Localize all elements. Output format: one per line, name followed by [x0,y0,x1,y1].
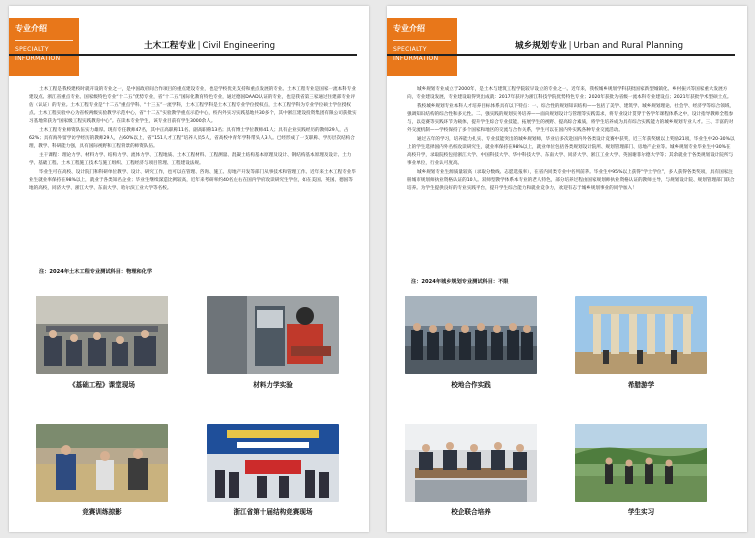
urban-rural-planning-page [387,6,747,532]
paragraph: 毕业生可在高校、设计院门和科研单位教学、设计、研究工作，也可以在管理、咨询、施工、房地产开发等部门从事技术和管理工作。近年来土木工程专业毕业生就业率保持在98%以上，就业于各类知名企业；毕业生继续深造比例较高，近年来考研率约40名左右在国内学府攻读研究生学位，如在美国、英国、德国等地的高校，同济大学、浙江大学、东南大学、哈尔滨工业大学等名校。 [29,170,356,191]
page-title [144,39,275,51]
paragraph: 我校城乡规划专业本科人才培养目标体系具有以下特点：一、综合性的规划知识结构——包括了美学、建筑学、城乡规划理论、社会学、经济学等综合领域，强调知识结构的综合性和多元性。二、强实践的规划实务培养——面向规划设计与管理等实践需求，将专业设计贯穿于各学年课程体系之中，设计指导教师全程参与，以竞赛等实践环节为载体，提升学生综合专业技能，拓展学生的视野、提高综合素质，将学生培养成为具有综合实践能力的城乡规划专业人才。三、丰富的对外交流机制——学校保持了多个国家和地区的交流与合作关系，学生可以在国内外实践各种专业交流活动。 [407,104,734,133]
photo-classroom [36,296,168,374]
badge-subtitle-1: SPECIALTY [15,46,49,53]
title-separator: | [197,41,201,51]
title-en: Urban and Rural Planning [573,41,684,51]
badge-title: 专业介绍 [393,23,451,41]
title-separator: | [568,41,572,51]
photo-caption: 竞赛训练掠影 [82,508,122,516]
photo-caption: 校企联合培养 [451,508,491,516]
photo-materials-lab [207,296,339,374]
paragraph: 通过五年的学习，培养能力扎实、专业技能突出的城乡规划师，毕业后多次赴国内外各类设计竞赛中获奖，近三年获奖级以上奖励21项，毕业生中20-30%以上的学生选择国内外名校攻读研究生，就业率保持在98%以上，就业单位包括各类规划设计院所、规划管理部门、房地产企业等。城乡规划专业毕业生中30%在高校升学，录取院校包括浙江大学、中国科技大学、华中科技大学、东南大学、同济大学、浙江工业大学、英国谢菲尔德大学等；其余就业于各类规划设计院所与事业单位，行业认可度高。 [407,137,735,166]
specialty-badge [387,18,457,76]
paragraph: 城乡规划专业生源质量较高（录取分数线、志愿选报率），在省内同类专业中名列前茅。毕业生中95%以上获得“学士学位”，多人获得各类奖项，具有国家注册城市规划师执业资格认证的10人。双师型教学体系本专业的老人特色，部分培养过程由国家规划师执业资格认证的教师主导，与规划设计院、规划管理部门联合培养。为学生提供良好的专业实践平台，提升学生综合能力和就业竞争力，欢迎有志于城乡规划事业的同学加入！ [407,170,735,191]
title-rule [387,54,735,56]
civil-engineering-page [9,6,369,532]
badge-title: 专业介绍 [15,23,73,41]
photo-student-internship [575,424,707,502]
photo-caption: 校地合作实践 [451,381,491,389]
badge-subtitle-1: SPECIALTY [393,46,427,53]
photo-competition-training [36,424,168,502]
photo-caption: 浙江省第十届结构竞赛现场 [233,508,313,516]
title-cn: 城乡规划专业 [515,41,567,51]
body-text [407,86,735,194]
photo-local-practice [405,296,537,374]
page-title [515,39,683,51]
photo-greece-study-tour [575,296,707,374]
photo-caption: 学生实习 [627,508,655,516]
title-cn: 土木工程专业 [144,41,196,51]
badge-subtitle-2: INFORMATION [15,55,61,62]
body-text [29,86,357,194]
paragraph: 城乡规划专业成立于2000年，是土木与建筑工程学院较早设立的专业之一。近年来，我校城乡规划学科获批国家新型城镇化、乡村振兴等国家重大发展方向，专业建设发展，专业建设取得突出成就：2017年获评为浙江科技学院优势特色专业；2020年获批为省级一流本科专业建设点；2021年获批学术型硕士点。 [407,87,732,100]
title-en: Civil Engineering [202,41,276,51]
badge-subtitle-2: INFORMATION [393,55,439,62]
paragraph: 土木工程是我校建校时就开设的专业之一，是中国政府间合作项目的重点建设专业，也是学校优先支持和重点发展的专业。土木工程专业是国家一流本科专业建设点、浙江省重点专业、国家级特色专业“十二五”优势专业，省“十二五”国际化教育特色专业，通过德国DAAD认证的专业，也是我省第三家通过住建部专业评估（认证）的专业。土木工程专业是“十二五”重点学科、“十三五”一流学科，土木工程学科是土木工程专业学位授权点，土木工程学科为专业学位硕士学位授权点。土木工程实验中心为省校两级实验教学示范中心，省“十二五”实验教学重点示范中心，校内外实习实践基地共30多个，其中浙江建设投资集团有限公司获批实习基地荣获为“国家级工程实践教育中心”。在读本专业学生，该专业目前有学生3000余人。 [29,87,357,124]
paragraph: 土木工程专业师资队伍实力雄厚。现有专任教师47名，其中正高职称11名、副高职称13名；具有博士学位教师41人；具有企业实践经历的教师29人，占62%；具有海外留学访学经历的教师29人，占60%以上，省“151人才工程”培养人员5人，省高校中青年学科带头人3人。已经形成了一支职称、学历层次结构合理，教学、科研能力强，具有国际视野和工程背景的师资队伍。 [29,128,355,149]
paragraph: 主干课程：理论力学、材料力学、结构力学、流体力学、工程地质、土木工程材料、工程测量、混凝土结构基本原理及设计、钢结构基本原理及设计、土力学、基础工程、土木工程施工技术与施工组织、工程经济与项目管理、工程建设法规。 [29,153,352,166]
title-rule [9,54,357,56]
specialty-badge [9,18,79,76]
photo-caption: 希腊游学 [627,381,655,389]
photo-structure-competition [207,424,339,502]
photo-caption: 《基础工程》课堂现场 [69,381,135,389]
exam-subject-note: 注：2024年城乡规划专业测试科目：不限 [411,279,509,285]
exam-subject-note: 注：2024年土木工程专业测试科目：物理和化学 [39,269,153,275]
photo-school-enterprise-training [405,424,537,502]
photo-caption: 材料力学实验 [253,381,293,389]
